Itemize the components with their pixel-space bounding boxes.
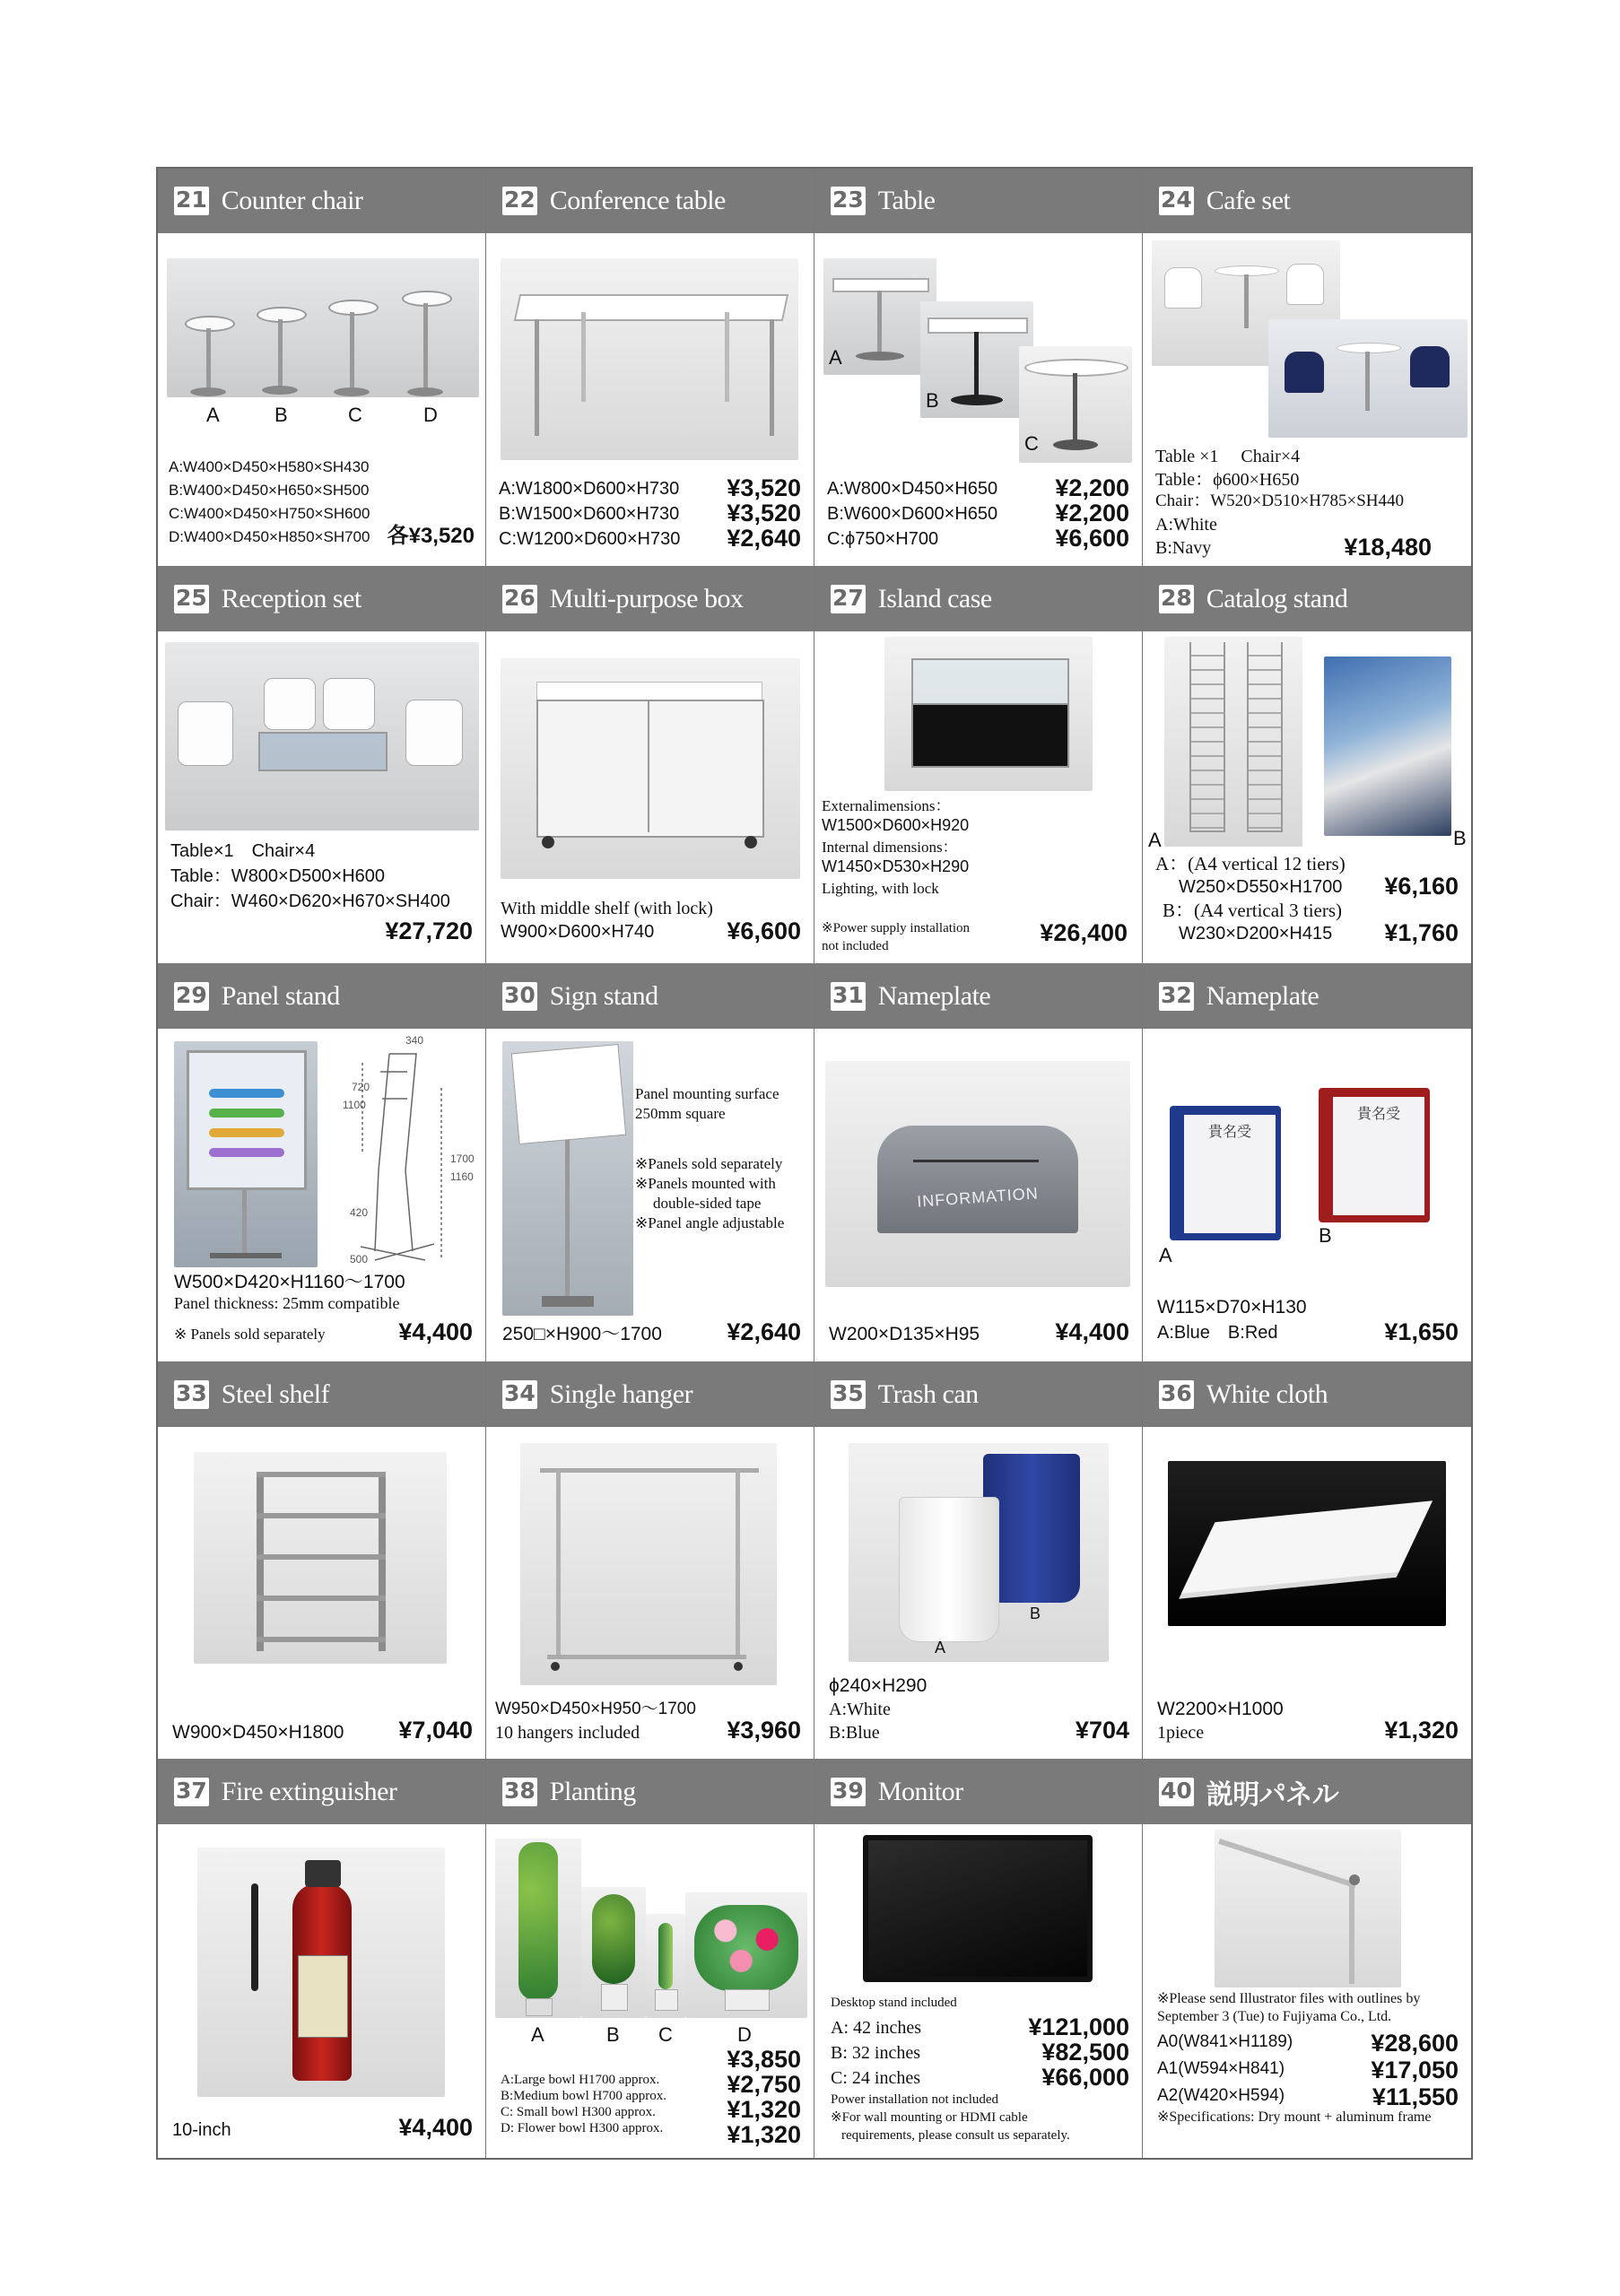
label-a: A (1148, 828, 1162, 851)
spec-line: 10-inch (172, 2120, 231, 2141)
item-23-table (814, 169, 1143, 567)
price: ¥28,600 (1371, 2030, 1459, 2057)
price: ¥121,000 (1028, 2013, 1129, 2041)
spec-line: B:W1500×D600×H730 (499, 504, 680, 524)
note-line: ※ Panels sold separately (174, 1326, 326, 1344)
item-31-nameplate (814, 964, 1143, 1362)
item-33-steel-shelf (158, 1362, 486, 1761)
item-title: Fire extinguisher (221, 1777, 397, 1807)
item-26-multi-purpose-box (486, 567, 814, 965)
item-header (486, 567, 814, 631)
spec-line: A:W400×D450×H580×SH430 (169, 458, 370, 475)
note-line: ※Panels mounted with (635, 1175, 776, 1193)
price: ¥4,400 (398, 1318, 473, 1346)
spec-line: Externalimensions： (822, 796, 951, 814)
label-b: B (926, 389, 939, 412)
panel-frame-photo (1215, 1830, 1401, 1987)
spec-line: W230×D200×H415 (1179, 923, 1333, 944)
label-a: A (1159, 1244, 1172, 1267)
spec-line: D: Flower bowl H300 approx. (501, 2121, 664, 2136)
label-c: C (348, 404, 362, 426)
item-title: Island case (877, 583, 992, 613)
island-case-photo (884, 637, 1093, 791)
spec-line: Table：ϕ600×H650 (1155, 470, 1300, 490)
price: 各¥3,520 (387, 524, 475, 548)
spec-line: C:W1200×D600×H730 (499, 529, 681, 549)
price: ¥2,750 (727, 2071, 801, 2099)
item-number: 36 (1159, 1380, 1194, 1409)
note-line: double-sided tape (653, 1195, 762, 1213)
price: ¥17,050 (1371, 2057, 1459, 2084)
spec-line: With middle shelf (with lock) (501, 898, 713, 918)
note-line: September 3 (Tue) to Fujiyama Co., Ltd. (1157, 2009, 1392, 2025)
spec-line: Chair：W460×D620×H670×SH400 (170, 891, 450, 911)
spec-line: Table ×1 Chair×4 (1155, 447, 1301, 466)
item-title: 説明パネル (1206, 1779, 1339, 1812)
item-number: 38 (502, 1778, 537, 1806)
item-title: Monitor (877, 1777, 963, 1807)
spec-line: W900×D450×H1800 (172, 1721, 344, 1743)
spec-line: 1piece (1157, 1722, 1205, 1743)
item-number: 26 (502, 585, 537, 613)
price: ¥82,500 (1041, 2039, 1129, 2066)
price: ¥6,600 (1055, 525, 1129, 552)
note-line: requirements, please consult us separately. (841, 2128, 1070, 2144)
item-header (1143, 567, 1471, 631)
item-header (158, 964, 485, 1029)
item-header (158, 169, 485, 233)
spec-line: Lighting, with lock (822, 879, 939, 897)
item-header (814, 1362, 1142, 1427)
label-b: B (1319, 1224, 1332, 1248)
item-number: 25 (174, 585, 209, 613)
item-38-planting (486, 1760, 814, 2158)
price: ¥4,400 (1055, 1318, 1129, 1346)
item-title: Sign stand (549, 981, 658, 1012)
item-29-panel-stand (158, 964, 486, 1362)
item-header (814, 169, 1142, 233)
spec-line: W2200×H1000 (1157, 1698, 1284, 1719)
nameplate-red-box (1319, 1088, 1430, 1222)
spec-line: B:Navy (1155, 538, 1212, 558)
nameplate-information-photo (825, 1061, 1130, 1287)
item-22-conference-table (486, 169, 814, 567)
item-number: 35 (831, 1380, 866, 1409)
item-title: Nameplate (877, 981, 991, 1012)
label-b: B (1453, 826, 1467, 849)
nameplate-blue-box (1170, 1106, 1281, 1240)
item-39-monitor (814, 1760, 1143, 2158)
dimension-label: 500 (350, 1253, 369, 1266)
plant-a-photo (495, 1839, 581, 2018)
spec-line: A:White (1155, 515, 1217, 535)
note-line: ※Panel angle adjustable (635, 1214, 785, 1232)
catalog-stand-a-photo (1164, 637, 1302, 847)
item-title: Catalog stand (1206, 583, 1348, 613)
spec-line: W1450×D530×H290 (822, 857, 970, 875)
item-title: Steel shelf (221, 1378, 330, 1409)
label-a: A (531, 2023, 544, 2047)
item-number: 21 (174, 187, 209, 215)
label-b: B (606, 2023, 620, 2047)
price: ¥3,520 (727, 474, 801, 501)
price: ¥26,400 (1040, 918, 1128, 946)
spec-line: C: Small bowl H300 approx. (501, 2105, 656, 2120)
note-line: 250mm square (635, 1105, 726, 1123)
spec-line: A2(W420×H594) (1157, 2086, 1285, 2106)
spec-line: A：(A4 vertical 12 tiers) (1155, 852, 1346, 874)
counter-chair-photo (167, 258, 479, 397)
spec-line: W250×D550×H1700 (1179, 876, 1343, 897)
spec-line: Panel thickness: 25mm compatible (174, 1294, 400, 1313)
item-number: 32 (1159, 982, 1194, 1011)
spec-line: A: 42 inches (831, 2018, 922, 2039)
price: ¥18,480 (1344, 534, 1432, 561)
price: ¥4,400 (398, 2114, 473, 2142)
item-24-cafe-set (1143, 169, 1471, 567)
item-number: 34 (502, 1380, 537, 1409)
note-line: Panel mounting surface (635, 1085, 780, 1103)
price: ¥3,960 (727, 1716, 801, 1744)
plant-d-photo (685, 1892, 807, 2018)
price: ¥7,040 (398, 1716, 473, 1744)
item-number: 24 (1159, 187, 1194, 215)
item-title: Conference table (549, 186, 726, 215)
spec-line: C:W400×D450×H750×SH600 (169, 505, 370, 522)
item-32-nameplate (1143, 964, 1471, 1362)
steel-shelf-photo (194, 1452, 447, 1664)
note-line: Power installation not included (831, 2092, 999, 2108)
item-30-sign-stand (486, 964, 814, 1362)
spec-line: B:W600×D600×H650 (827, 504, 998, 524)
cafe-set-navy-photo (1268, 319, 1468, 438)
label-b: B (274, 404, 288, 426)
spec-line: A:Blue B:Red (1157, 1323, 1278, 1344)
price: ¥1,320 (727, 2121, 801, 2149)
price: ¥1,650 (1384, 1318, 1459, 1346)
price: ¥1,320 (1384, 1716, 1459, 1744)
price: ¥6,160 (1384, 872, 1459, 900)
item-28-catalog-stand (1143, 567, 1471, 965)
note-line: ※Power supply installation (822, 920, 971, 935)
spec-line: W950×D450×H950～1700 (495, 1699, 696, 1718)
label-d: D (423, 404, 438, 426)
rental-catalog-grid (156, 167, 1473, 2160)
spec-line: A:W800×D450×H650 (827, 479, 998, 499)
dimension-label: 1700 (450, 1152, 475, 1166)
note-line: ※Specifications: Dry mount + aluminum frame (1157, 2109, 1432, 2126)
conference-table-photo (501, 258, 798, 460)
item-header (814, 964, 1142, 1029)
item-header (158, 1760, 485, 1824)
note-line: ※For wall mounting or HDMI cable (831, 2110, 1028, 2126)
item-35-trash-can (814, 1362, 1143, 1761)
price: ¥11,550 (1372, 2083, 1459, 2111)
item-27-island-case (814, 567, 1143, 965)
price: ¥2,200 (1055, 474, 1129, 501)
item-header (1143, 964, 1471, 1029)
item-header (1143, 1362, 1471, 1427)
fire-extinguisher-photo (197, 1848, 445, 2097)
price: ¥2,640 (727, 1318, 801, 1346)
spec-line: 10 hangers included (495, 1722, 640, 1743)
item-number: 27 (831, 585, 866, 613)
spec-line: C: 24 inches (831, 2068, 920, 2089)
price: ¥66,000 (1041, 2064, 1129, 2092)
white-cloth-photo (1168, 1461, 1446, 1626)
item-title: Planting (549, 1777, 636, 1807)
spec-line: W115×D70×H130 (1157, 1297, 1307, 1318)
catalog-stand-b-photo (1324, 657, 1451, 836)
spec-line: A:W1800×D600×H730 (499, 479, 680, 499)
item-header (486, 169, 814, 233)
dimension-label: 1100 (343, 1099, 366, 1112)
dimension-label: 1160 (450, 1170, 474, 1184)
box-text: 貴名受 (1356, 1107, 1400, 1123)
spec-line: B:Blue (829, 1722, 880, 1743)
dimension-label: 720 (352, 1081, 370, 1094)
label-a: A (206, 404, 220, 426)
item-number: 39 (831, 1778, 866, 1806)
spec-line: A:Large bowl H1700 approx. (501, 2073, 660, 2088)
plant-c-photo (646, 1914, 685, 2018)
plate-text: INFORMATION (916, 1184, 1040, 1211)
item-title: White cloth (1206, 1378, 1328, 1409)
item-header (814, 1760, 1142, 1824)
item-title: Reception set (221, 583, 361, 613)
item-number: 23 (831, 187, 866, 215)
spec-line: C:ϕ750×H700 (827, 529, 939, 549)
item-36-white-cloth (1143, 1362, 1471, 1761)
spec-line: W500×D420×H1160～1700 (174, 1272, 405, 1293)
price: ¥1,320 (727, 2096, 801, 2124)
item-number: 31 (831, 982, 866, 1011)
trash-can-photo (849, 1443, 1109, 1662)
spec-line: Chair：W520×D510×H785×SH440 (1155, 491, 1405, 510)
sign-stand-photo (502, 1041, 633, 1316)
spec-line: 250□×H900～1700 (502, 1324, 662, 1345)
spec-line: W1500×D600×H920 (822, 815, 970, 834)
reception-set-photo (165, 642, 479, 831)
item-title: Trash can (877, 1378, 979, 1409)
monitor-photo (863, 1835, 1093, 1982)
spec-line: B：(A4 vertical 3 tiers) (1163, 899, 1343, 921)
spec-line: Table：W800×D500×H600 (170, 865, 386, 886)
item-number: 22 (502, 187, 537, 215)
item-title: Counter chair (221, 186, 363, 215)
item-header (486, 1362, 814, 1427)
label-b: B (1030, 1604, 1041, 1622)
note-line: not included (822, 938, 889, 953)
item-header (158, 1362, 485, 1427)
panel-stand-photo (174, 1041, 318, 1267)
item-number: 28 (1159, 585, 1194, 613)
label-a: A (829, 346, 842, 369)
dimension-label: 420 (350, 1206, 369, 1220)
spec-line: W900×D600×H740 (501, 921, 655, 942)
item-header (486, 964, 814, 1029)
label-d: D (737, 2023, 752, 2047)
spec-line: W200×D135×H95 (829, 1324, 980, 1345)
note-line: ※Panels sold separately (635, 1155, 783, 1173)
spec-line: B: 32 inches (831, 2043, 920, 2064)
item-header (158, 567, 485, 631)
spec-line: Table×1 Chair×4 (170, 840, 316, 861)
item-number: 29 (174, 982, 209, 1011)
item-37-fire-extinguisher (158, 1760, 486, 2158)
spec-line: A1(W594×H841) (1157, 2059, 1285, 2079)
price: ¥3,850 (727, 2046, 801, 2074)
price: ¥1,760 (1384, 918, 1459, 946)
spec-line: B:Medium bowl H700 approx. (501, 2089, 666, 2104)
spec-line: B:W400×D450×H650×SH500 (169, 482, 370, 499)
single-hanger-photo (520, 1443, 777, 1685)
item-title: Multi-purpose box (549, 583, 744, 613)
price: ¥2,200 (1055, 500, 1129, 526)
item-title: Single hanger (549, 1378, 693, 1409)
item-number: 40 (1159, 1778, 1194, 1806)
item-title: Table (877, 186, 936, 215)
item-header (1143, 1760, 1471, 1824)
item-title: Cafe set (1206, 186, 1291, 215)
price: ¥704 (1075, 1716, 1129, 1744)
spec-line: A:White (829, 1699, 891, 1719)
plant-b-photo (581, 1887, 646, 2018)
spec-line: Internal dimensions： (822, 838, 958, 856)
item-number: 37 (174, 1778, 209, 1806)
note-line: ※Please send Illustrator files with outlines by (1157, 1991, 1421, 2007)
spec-line: Desktop stand included (831, 1996, 957, 2011)
item-21-counter-chair (158, 169, 486, 567)
spec-line: A0(W841×H1189) (1157, 2032, 1293, 2052)
spec-line: ϕ240×H290 (829, 1674, 928, 1696)
box-text: 貴名受 (1207, 1125, 1251, 1141)
item-number: 33 (174, 1380, 209, 1409)
price: ¥2,640 (727, 525, 801, 552)
item-header (1143, 169, 1471, 233)
label-c: C (658, 2023, 673, 2047)
item-number: 30 (502, 982, 537, 1011)
item-34-single-hanger (486, 1362, 814, 1761)
multi-purpose-box-photo (501, 658, 800, 879)
label-a: A (935, 1638, 946, 1657)
price: ¥27,720 (385, 917, 473, 944)
item-title: Nameplate (1206, 981, 1320, 1012)
item-40-description-panel (1143, 1760, 1471, 2158)
spec-line: D:W400×D450×H850×SH700 (169, 528, 370, 545)
item-header (486, 1760, 814, 1824)
item-25-reception-set (158, 567, 486, 965)
dimension-label: 340 (405, 1034, 424, 1048)
price: ¥3,520 (727, 500, 801, 526)
item-header (814, 567, 1142, 631)
item-title: Panel stand (221, 981, 340, 1012)
price: ¥6,600 (727, 917, 801, 944)
label-c: C (1024, 432, 1039, 455)
